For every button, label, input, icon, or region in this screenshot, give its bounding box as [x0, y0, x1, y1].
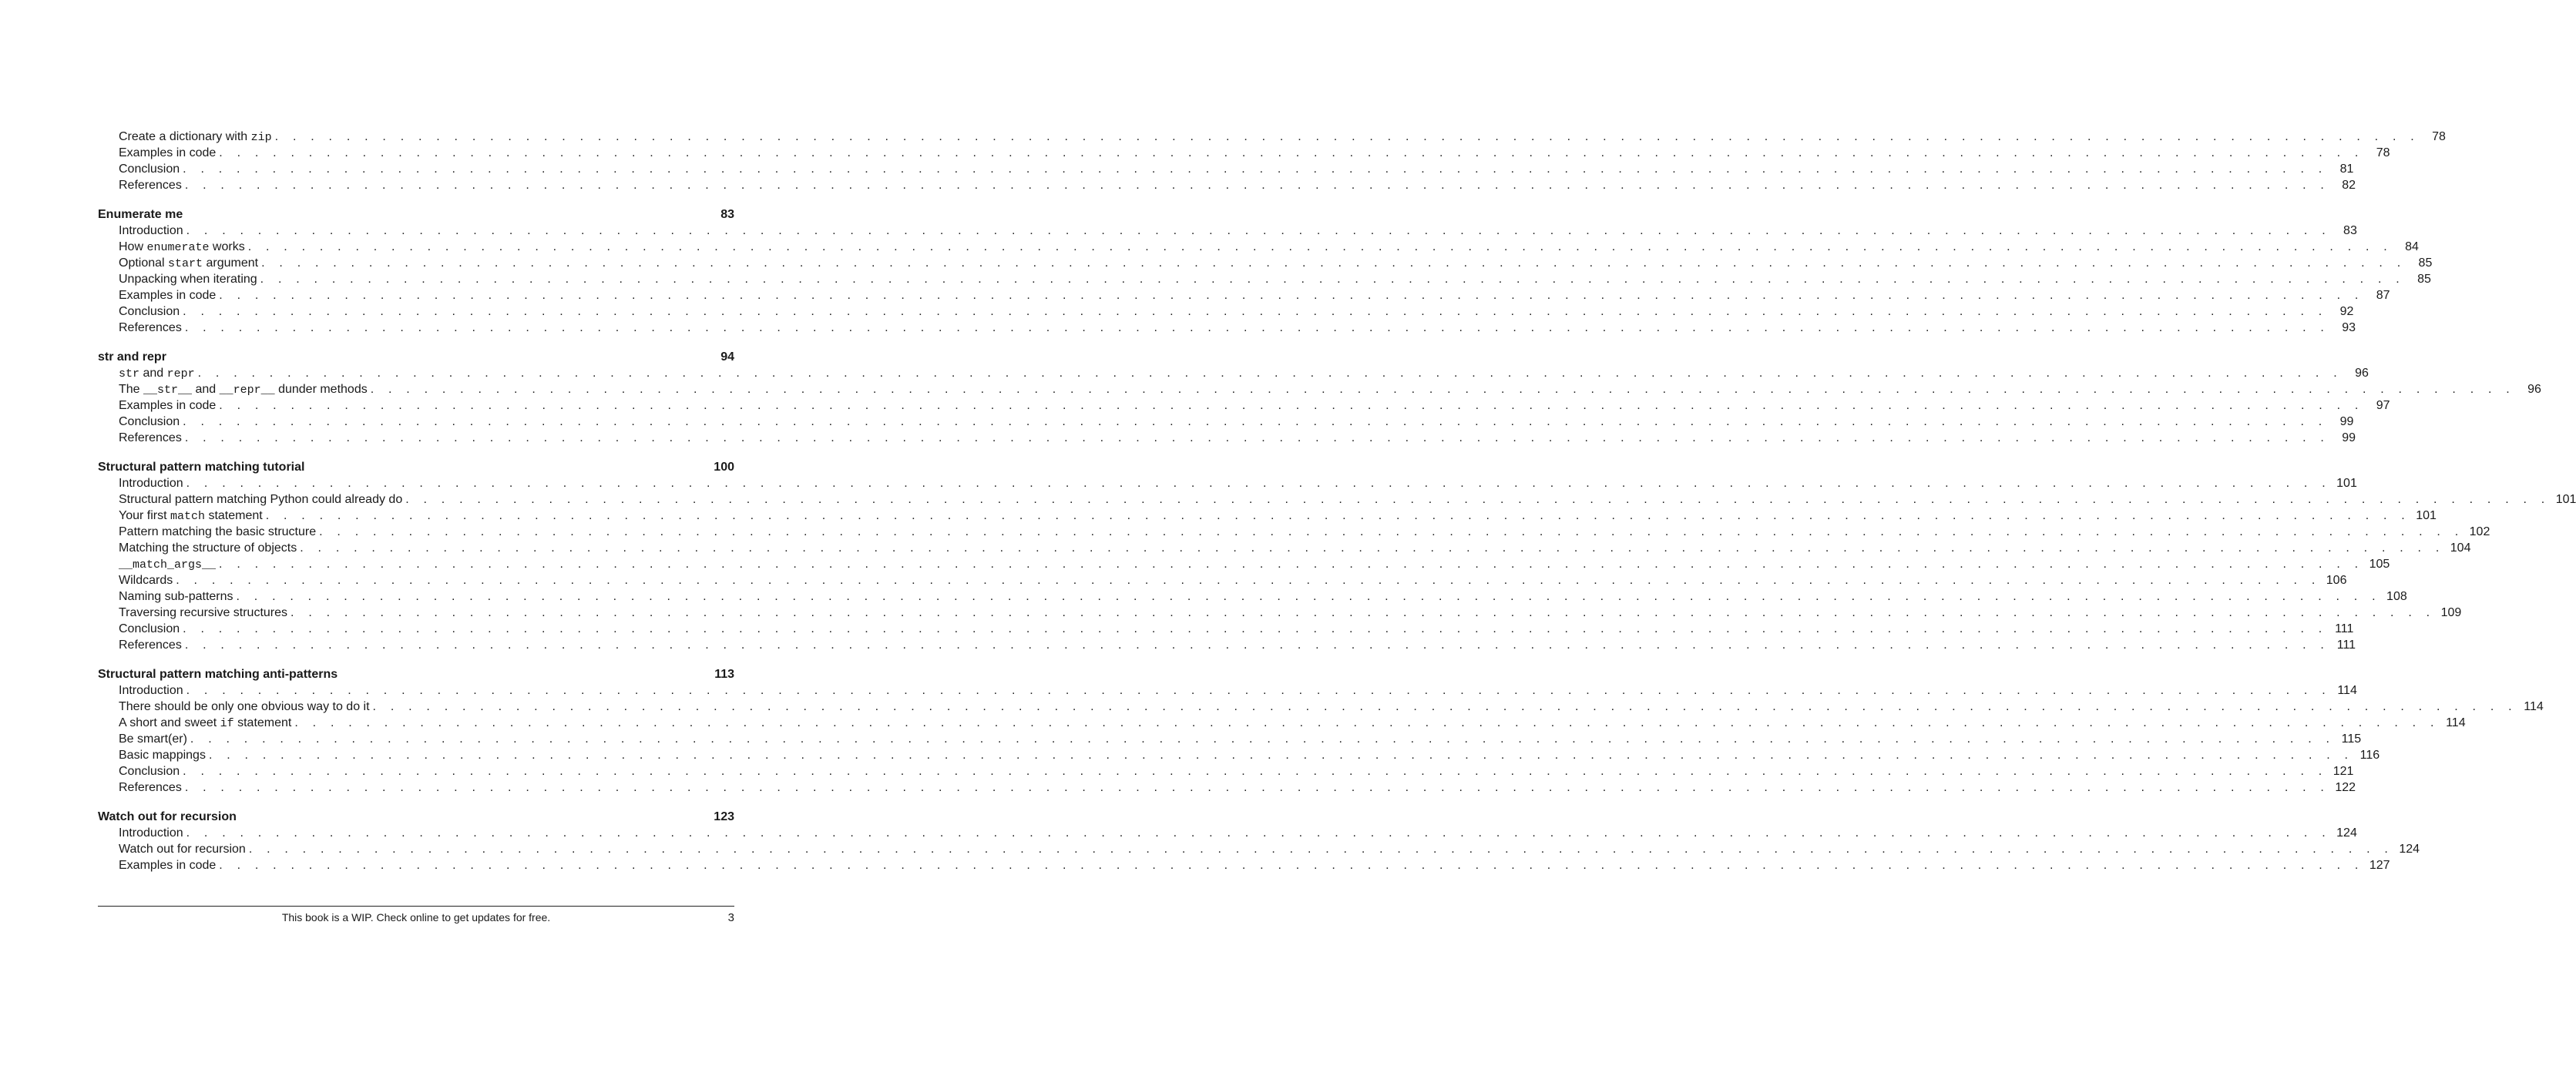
dot-leader: . . . . . . . . . . . . . . . . . . . . . . . . . . . . . . . . . . . . . . . . . . . . . . . . . . . . . . . . . . . . . . . . . . . . . . . . . . . . . . . . . . . . . . . . . . . . . . . . . . . . . . . . . . . . . . . . . . . . . . . .: [183, 622, 2328, 635]
dot-leader: . . . . . . . . . . . . . . . . . . . . . . . . . . . . . . . . . . . . . . . . . . . . . . . . . . . . . . . . . . . . . . . . . . . . . . . . . . . . . . . . . . . . . . . . . . . . . . . . . . . . . . . . . . . . . . . . . . . . . . . .: [183, 765, 2328, 778]
toc-entry[interactable]: [98, 857, 2390, 873]
toc-entry-title: [119, 129, 275, 146]
toc-entry-title: [119, 365, 198, 382]
toc-entry-page: 108: [2386, 590, 2407, 603]
toc-entry-title: [119, 320, 185, 336]
toc-entry-page: 111: [2335, 622, 2354, 635]
toc-entry-title: [119, 430, 185, 446]
toc-entry-title: [119, 524, 319, 540]
toc-entry-title: [119, 637, 185, 653]
text-fragment: Your first: [119, 509, 170, 522]
toc-entry-page: 96: [2355, 367, 2369, 380]
toc-entry-page: 84: [2405, 240, 2419, 253]
toc-entry[interactable]: [98, 747, 2380, 763]
text-fragment: Wildcards: [119, 574, 173, 587]
toc-entry-title: [119, 825, 186, 841]
text-fragment: References: [119, 321, 182, 334]
text-fragment: References: [119, 639, 182, 652]
dot-leader: . . . . . . . . . . . . . . . . . . . . . . . . . . . . . . . . . . . . . . . . . . . . . . . . . . . . . . . . . . . . . . . . . . . . . . . . . . . . . . . . . . . . . . . . . . . . . . . . . . . . . . . . . . . . . . . . . . . . . . . .: [291, 606, 2436, 619]
code-fragment: enumerate: [146, 241, 210, 254]
toc-entry[interactable]: [98, 524, 2490, 540]
toc-section: [98, 809, 2420, 873]
dot-leader: . . . . . . . . . . . . . . . . . . . . . . . . . . . . . . . . . . . . . . . . . . . . . . . . . . . . . . . . . . . . . . . . . . . . . . . . . . . . . . . . . . . . . . . . . . . . . . . . . . . . . . . . . . . . . . . . . . . . . . . .: [248, 843, 2394, 856]
toc-entry-title: [119, 271, 260, 287]
text-fragment: Conclusion: [119, 765, 180, 778]
toc-entry[interactable]: [98, 255, 2433, 271]
toc-entry-page: 127: [2369, 859, 2390, 872]
toc-entry[interactable]: [98, 239, 2419, 255]
dot-leader: . . . . . . . . . . . . . . . . . . . . . . . . . . . . . . . . . . . . . . . . . . . . . . . . . . . . . . . . . . . . . . . . . . . . . . . . . . . . . . . . . . . . . . . . . . . . . . . . . . . . . . . . . . . . . . . . . . . . . . . .: [219, 558, 2364, 571]
toc-entry-title: [119, 145, 219, 161]
text-fragment: works: [209, 240, 245, 253]
toc-entry[interactable]: [98, 637, 2356, 653]
toc-entry-title: [119, 381, 371, 398]
text-fragment: Examples in code: [119, 289, 217, 302]
table-of-contents: [98, 129, 2576, 887]
toc-entry[interactable]: [98, 779, 2356, 796]
text-fragment: Pattern matching the basic structure: [119, 525, 317, 538]
toc-entry[interactable]: [98, 303, 2354, 320]
text-fragment: Watch out for recursion: [119, 843, 246, 856]
code-fragment: __repr__: [219, 384, 275, 397]
text-fragment: Matching the structure of objects: [119, 541, 297, 555]
code-fragment: str: [119, 367, 140, 380]
dot-leader: . . . . . . . . . . . . . . . . . . . . . . . . . . . . . . . . . . . . . . . . . . . . . . . . . . . . . . . . . . . . . . . . . . . . . . . . . . . . . . . . . . . . . . . . . . . . . . . . . . . . . . . . . . . . . . . . . . . . . . . .: [183, 163, 2328, 176]
dot-leader: . . . . . . . . . . . . . . . . . . . . . . . . . . . . . . . . . . . . . . . . . . . . . . . . . . . . . . . . . . . . . . . . . . . . . . . . . . . . . . . . . . . . . . . . . . . . . . . . . . . . . . . . . . . . . . . . . . . . . . . .: [260, 273, 2405, 286]
text-fragment: Introduction: [119, 224, 183, 237]
toc-entry-page: 102: [2469, 525, 2490, 538]
chapter-title: str and repr: [98, 350, 166, 364]
code-fragment: repr: [166, 367, 195, 380]
toc-entry-page: 83: [2343, 224, 2357, 237]
dot-leader: . . . . . . . . . . . . . . . . . . . . . . . . . . . . . . . . . . . . . . . . . . . . . . . . . . . . . . . . . . . . . . . . . . . . . . . . . . . . . . . . . . . . . . . . . . . . . . . . . . . . . . . . . . . . . . . . . . . . . . . .: [261, 256, 2406, 270]
text-fragment: statement: [205, 509, 263, 522]
text-fragment: Examples in code: [119, 859, 217, 872]
dot-leader: . . . . . . . . . . . . . . . . . . . . . . . . . . . . . . . . . . . . . . . . . . . . . . . . . . . . . . . . . . . . . . . . . . . . . . . . . . . . . . . . . . . . . . . . . . . . . . . . . . . . . . . . . . . . . . . . . . . . . . . .: [300, 541, 2445, 555]
toc-entry-page: 111: [2336, 639, 2356, 652]
toc-entry-title: [119, 715, 294, 732]
toc-entry[interactable]: [98, 287, 2390, 303]
toc-entry-page: 106: [2326, 574, 2347, 587]
toc-entry-page: 99: [2342, 431, 2356, 444]
toc-entry[interactable]: [98, 699, 2544, 715]
text-fragment: Basic mappings: [119, 749, 206, 762]
toc-entry-page: 124: [2336, 826, 2357, 840]
toc-entry-page: 109: [2440, 606, 2462, 619]
dot-leader: . . . . . . . . . . . . . . . . . . . . . . . . . . . . . . . . . . . . . . . . . . . . . . . . . . . . . . . . . . . . . . . . . . . . . . . . . . . . . . . . . . . . . . . . . . . . . . . . . . . . . . . . . . . . . . . . . . . . . . . .: [186, 826, 2331, 840]
toc-entry-title: [119, 763, 183, 779]
toc-entry[interactable]: [98, 540, 2471, 556]
toc-entry-page: 116: [2359, 749, 2380, 762]
dot-leader: . . . . . . . . . . . . . . . . . . . . . . . . . . . . . . . . . . . . . . . . . . . . . . . . . . . . . . . . . . . . . . . . . . . . . . . . . . . . . . . . . . . . . . . . . . . . . . . . . . . . . . . . . . . . . . . . . . . . . . . .: [319, 525, 2464, 538]
text-fragment: argument: [203, 256, 259, 270]
dot-leader: . . . . . . . . . . . . . . . . . . . . . . . . . . . . . . . . . . . . . . . . . . . . . . . . . . . . . . . . . . . . . . . . . . . . . . . . . . . . . . . . . . . . . . . . . . . . . . . . . . . . . . . . . . . . . . . . . . . . . . . .: [294, 716, 2440, 729]
toc-entry[interactable]: [98, 763, 2354, 779]
toc-entry-page: 101: [2336, 477, 2357, 490]
code-fragment: match: [170, 510, 206, 523]
toc-entry[interactable]: [98, 682, 2357, 699]
toc-entry-title: [119, 475, 186, 491]
dot-leader: . . . . . . . . . . . . . . . . . . . . . . . . . . . . . . . . . . . . . . . . . . . . . . . . . . . . . . . . . . . . . . . . . . . . . . . . . . . . . . . . . . . . . . . . . . . . . . . . . . . . . . . . . . . . . . . . . . . . . . . .: [370, 383, 2515, 396]
toc-entry-title: [119, 223, 186, 239]
dot-leader: . . . . . . . . . . . . . . . . . . . . . . . . . . . . . . . . . . . . . . . . . . . . . . . . . . . . . . . . . . . . . . . . . . . . . . . . . . . . . . . . . . . . . . . . . . . . . . . . . . . . . . . . . . . . . . . . . . . . . . . .: [186, 684, 2331, 697]
toc-entry-page: 121: [2333, 765, 2354, 778]
text-fragment: Naming sub-patterns: [119, 590, 233, 603]
toc-entry[interactable]: [98, 129, 2446, 145]
chapter-title: Enumerate me: [98, 208, 183, 221]
dot-leader: . . . . . . . . . . . . . . . . . . . . . . . . . . . . . . . . . . . . . . . . . . . . . . . . . . . . . . . . . . . . . . . . . . . . . . . . . . . . . . . . . . . . . . . . . . . . . . . . . . . . . . . . . . . . . . . . . . . . . . . .: [184, 179, 2330, 192]
toc-entry[interactable]: [98, 491, 2576, 508]
text-fragment: There should be only one obvious way to do it: [119, 700, 370, 713]
toc-entry-title: [119, 605, 291, 621]
chapter-page: 113: [714, 668, 734, 681]
text-fragment: References: [119, 431, 182, 444]
text-fragment: Traversing recursive structures: [119, 606, 288, 619]
text-fragment: Conclusion: [119, 305, 180, 318]
toc-section: [98, 459, 2576, 653]
toc-entry-title: [119, 287, 219, 303]
toc-entry-title: [119, 621, 183, 637]
toc-entry[interactable]: [98, 414, 2354, 430]
toc-entry[interactable]: [98, 161, 2354, 177]
toc-section: [98, 349, 2541, 446]
dot-leader: . . . . . . . . . . . . . . . . . . . . . . . . . . . . . . . . . . . . . . . . . . . . . . . . . . . . . . . . . . . . . . . . . . . . . . . . . . . . . . . . . . . . . . . . . . . . . . . . . . . . . . . . . . . . . . . . . . . . . . . .: [186, 477, 2331, 490]
toc-entry-title: [119, 572, 176, 588]
text-fragment: Conclusion: [119, 163, 180, 176]
dot-leader: . . . . . . . . . . . . . . . . . . . . . . . . . . . . . . . . . . . . . . . . . . . . . . . . . . . . . . . . . . . . . . . . . . . . . . . . . . . . . . . . . . . . . . . . . . . . . . . . . . . . . . . . . . . . . . . . . . . . . . . .: [183, 415, 2328, 428]
dot-leader: . . . . . . . . . . . . . . . . . . . . . . . . . . . . . . . . . . . . . . . . . . . . . . . . . . . . . . . . . . . . . . . . . . . . . . . . . . . . . . . . . . . . . . . . . . . . . . . . . . . . . . . . . . . . . . . . . . . . . . . .: [184, 639, 2330, 652]
toc-entry-title: [119, 682, 186, 699]
toc-entry-page: 97: [2376, 399, 2390, 412]
toc-entry-title: [119, 177, 185, 193]
toc-entry[interactable]: [98, 621, 2354, 637]
toc-entry-page: 104: [2450, 541, 2471, 555]
toc-entry-page: 87: [2376, 289, 2390, 302]
toc-entry[interactable]: [98, 430, 2356, 446]
chapter-page: 123: [714, 810, 734, 823]
dot-leader: . . . . . . . . . . . . . . . . . . . . . . . . . . . . . . . . . . . . . . . . . . . . . . . . . . . . . . . . . . . . . . . . . . . . . . . . . . . . . . . . . . . . . . . . . . . . . . . . . . . . . . . . . . . . . . . . . . . . . . . .: [219, 399, 2364, 412]
page-number: 3: [727, 911, 734, 924]
toc-entry-title: [119, 699, 373, 715]
toc-section: [98, 206, 2433, 336]
chapter-heading[interactable]: [98, 349, 734, 365]
dot-leader: . . . . . . . . . . . . . . . . . . . . . . . . . . . . . . . . . . . . . . . . . . . . . . . . . . . . . . . . . . . . . . . . . . . . . . . . . . . . . . . . . . . . . . . . . . . . . . . . . . . . . . . . . . . . . . . . . . . . . . . .: [184, 321, 2330, 334]
text-fragment: Be smart(er): [119, 732, 187, 746]
toc-section-continued: [98, 129, 2446, 193]
toc-entry-page: 99: [2339, 415, 2354, 428]
chapter-title: Structural pattern matching tutorial: [98, 461, 305, 474]
footer-divider: [98, 906, 734, 907]
toc-entry-title: [119, 239, 248, 256]
text-fragment: and: [139, 367, 167, 380]
toc-entry-page: 93: [2342, 321, 2356, 334]
text-fragment: References: [119, 781, 182, 794]
dot-leader: . . . . . . . . . . . . . . . . . . . . . . . . . . . . . . . . . . . . . . . . . . . . . . . . . . . . . . . . . . . . . . . . . . . . . . . . . . . . . . . . . . . . . . . . . . . . . . . . . . . . . . . . . . . . . . . . . . . . . . . .: [176, 574, 2321, 587]
toc-entry-page: 81: [2339, 163, 2354, 176]
toc-entry-page: 105: [2369, 558, 2390, 571]
dot-leader: . . . . . . . . . . . . . . . . . . . . . . . . . . . . . . . . . . . . . . . . . . . . . . . . . . . . . . . . . . . . . . . . . . . . . . . . . . . . . . . . . . . . . . . . . . . . . . . . . . . . . . . . . . . . . . . . . . . . . . . .: [186, 224, 2331, 237]
toc-entry-title: [119, 857, 219, 873]
toc-entry-title: [119, 161, 183, 177]
toc-entry[interactable]: [98, 223, 2357, 239]
chapter-title: Watch out for recursion: [98, 810, 237, 823]
toc-entry[interactable]: [98, 508, 2437, 524]
toc-entry-page: 101: [2555, 493, 2576, 506]
text-fragment: Introduction: [119, 826, 183, 840]
dot-leader: . . . . . . . . . . . . . . . . . . . . . . . . . . . . . . . . . . . . . . . . . . . . . . . . . . . . . . . . . . . . . . . . . . . . . . . . . . . . . . . . . . . . . . . . . . . . . . . . . . . . . . . . . . . . . . . . . . . . . . . .: [183, 305, 2328, 318]
toc-entry-page: 85: [2418, 256, 2433, 270]
toc-entry[interactable]: [98, 365, 2369, 381]
code-fragment: __str__: [143, 384, 193, 397]
toc-entry[interactable]: [98, 588, 2407, 605]
text-fragment: Structural pattern matching Python could already do: [119, 493, 403, 506]
toc-entry[interactable]: [98, 605, 2462, 621]
toc-entry-title: [119, 255, 261, 272]
toc-entry[interactable]: [98, 145, 2390, 161]
text-fragment: Conclusion: [119, 622, 180, 635]
dot-leader: . . . . . . . . . . . . . . . . . . . . . . . . . . . . . . . . . . . . . . . . . . . . . . . . . . . . . . . . . . . . . . . . . . . . . . . . . . . . . . . . . . . . . . . . . . . . . . . . . . . . . . . . . . . . . . . . . . . . . . . .: [274, 130, 2420, 143]
toc-entry-page: 82: [2342, 179, 2356, 192]
toc-entry-page: 114: [2524, 700, 2544, 713]
dot-leader: . . . . . . . . . . . . . . . . . . . . . . . . . . . . . . . . . . . . . . . . . . . . . . . . . . . . . . . . . . . . . . . . . . . . . . . . . . . . . . . . . . . . . . . . . . . . . . . . . . . . . . . . . . . . . . . . . . . . . . . .: [208, 749, 2354, 762]
text-fragment: Create a dictionary with: [119, 130, 251, 143]
toc-entry-title: [119, 414, 183, 430]
text-fragment: dunder methods: [274, 383, 368, 396]
toc-entry-page: 85: [2417, 273, 2431, 286]
dot-leader: . . . . . . . . . . . . . . . . . . . . . . . . . . . . . . . . . . . . . . . . . . . . . . . . . . . . . . . . . . . . . . . . . . . . . . . . . . . . . . . . . . . . . . . . . . . . . . . . . . . . . . . . . . . . . . . . . . . . . . . .: [372, 700, 2517, 713]
toc-entry[interactable]: [98, 397, 2390, 414]
text-fragment: Examples in code: [119, 146, 217, 159]
text-fragment: The: [119, 383, 144, 396]
toc-entry[interactable]: [98, 381, 2541, 397]
dot-leader: . . . . . . . . . . . . . . . . . . . . . . . . . . . . . . . . . . . . . . . . . . . . . . . . . . . . . . . . . . . . . . . . . . . . . . . . . . . . . . . . . . . . . . . . . . . . . . . . . . . . . . . . . . . . . . . . . . . . . . . .: [219, 146, 2364, 159]
toc-entry-title: [119, 747, 209, 763]
toc-entry-title: [119, 303, 183, 320]
toc-entry-page: 96: [2527, 383, 2541, 396]
toc-entry-page: 78: [2432, 130, 2446, 143]
toc-entry[interactable]: [98, 715, 2466, 731]
toc-entry-page: 114: [2337, 684, 2357, 697]
text-fragment: Introduction: [119, 684, 183, 697]
chapter-heading[interactable]: [98, 666, 734, 682]
toc-entry[interactable]: [98, 556, 2390, 572]
text-fragment: A short and sweet: [119, 716, 220, 729]
text-fragment: statement: [233, 716, 292, 729]
toc-entry-page: 101: [2416, 509, 2437, 522]
dot-leader: . . . . . . . . . . . . . . . . . . . . . . . . . . . . . . . . . . . . . . . . . . . . . . . . . . . . . . . . . . . . . . . . . . . . . . . . . . . . . . . . . . . . . . . . . . . . . . . . . . . . . . . . . . . . . . . . . . . . . . . .: [190, 732, 2336, 746]
toc-entry[interactable]: [98, 475, 2357, 491]
code-fragment: if: [220, 717, 234, 730]
text-fragment: Unpacking when iterating: [119, 273, 257, 286]
dot-leader: . . . . . . . . . . . . . . . . . . . . . . . . . . . . . . . . . . . . . . . . . . . . . . . . . . . . . . . . . . . . . . . . . . . . . . . . . . . . . . . . . . . . . . . . . . . . . . . . . . . . . . . . . . . . . . . . . . . . . . . .: [265, 509, 2410, 522]
toc-entry-title: [119, 588, 237, 605]
dot-leader: . . . . . . . . . . . . . . . . . . . . . . . . . . . . . . . . . . . . . . . . . . . . . . . . . . . . . . . . . . . . . . . . . . . . . . . . . . . . . . . . . . . . . . . . . . . . . . . . . . . . . . . . . . . . . . . . . . . . . . . .: [219, 859, 2364, 872]
toc-section: [98, 666, 2544, 796]
toc-entry-title: [119, 540, 300, 556]
code-fragment: start: [168, 257, 203, 270]
toc-entry-title: [119, 397, 219, 414]
toc-entry[interactable]: [98, 271, 2431, 287]
text-fragment: References: [119, 179, 182, 192]
toc-entry-title: [119, 841, 249, 857]
toc-entry-title: [119, 508, 266, 525]
dot-leader: . . . . . . . . . . . . . . . . . . . . . . . . . . . . . . . . . . . . . . . . . . . . . . . . . . . . . . . . . . . . . . . . . . . . . . . . . . . . . . . . . . . . . . . . . . . . . . . . . . . . . . . . . . . . . . . . . . . . . . . .: [236, 590, 2381, 603]
toc-entry-page: 124: [2399, 843, 2420, 856]
dot-leader: . . . . . . . . . . . . . . . . . . . . . . . . . . . . . . . . . . . . . . . . . . . . . . . . . . . . . . . . . . . . . . . . . . . . . . . . . . . . . . . . . . . . . . . . . . . . . . . . . . . . . . . . . . . . . . . . . . . . . . . .: [219, 289, 2364, 302]
chapter-heading[interactable]: [98, 459, 734, 475]
text-fragment: How: [119, 240, 147, 253]
toc-entry[interactable]: [98, 731, 2362, 747]
toc-entry[interactable]: [98, 177, 2356, 193]
chapter-heading[interactable]: [98, 809, 734, 825]
toc-entry[interactable]: [98, 841, 2420, 857]
text-fragment: Examples in code: [119, 399, 217, 412]
dot-leader: . . . . . . . . . . . . . . . . . . . . . . . . . . . . . . . . . . . . . . . . . . . . . . . . . . . . . . . . . . . . . . . . . . . . . . . . . . . . . . . . . . . . . . . . . . . . . . . . . . . . . . . . . . . . . . . . . . . . . . . .: [197, 367, 2343, 380]
toc-entry-page: 122: [2335, 781, 2356, 794]
toc-entry[interactable]: [98, 320, 2356, 336]
toc-entry-page: 78: [2376, 146, 2390, 159]
toc-entry-title: [119, 731, 190, 747]
toc-entry-page: 92: [2339, 305, 2354, 318]
footer-text: This book is a WIP. Check online to get updates for free.: [281, 911, 551, 923]
chapter-page: 83: [720, 208, 734, 221]
dot-leader: . . . . . . . . . . . . . . . . . . . . . . . . . . . . . . . . . . . . . . . . . . . . . . . . . . . . . . . . . . . . . . . . . . . . . . . . . . . . . . . . . . . . . . . . . . . . . . . . . . . . . . . . . . . . . . . . . . . . . . . .: [184, 431, 2330, 444]
code-fragment: zip: [250, 131, 272, 144]
chapter-heading[interactable]: [98, 206, 734, 223]
text-fragment: Optional: [119, 256, 169, 270]
code-fragment: __match_args__: [119, 558, 217, 572]
dot-leader: . . . . . . . . . . . . . . . . . . . . . . . . . . . . . . . . . . . . . . . . . . . . . . . . . . . . . . . . . . . . . . . . . . . . . . . . . . . . . . . . . . . . . . . . . . . . . . . . . . . . . . . . . . . . . . . . . . . . . . . .: [184, 781, 2330, 794]
chapter-page: 94: [720, 350, 734, 364]
toc-entry[interactable]: [98, 825, 2357, 841]
chapter-page: 100: [714, 461, 734, 474]
text-fragment: Introduction: [119, 477, 183, 490]
dot-leader: . . . . . . . . . . . . . . . . . . . . . . . . . . . . . . . . . . . . . . . . . . . . . . . . . . . . . . . . . . . . . . . . . . . . . . . . . . . . . . . . . . . . . . . . . . . . . . . . . . . . . . . . . . . . . . . . . . . . . . . .: [247, 240, 2393, 253]
toc-entry-title: [119, 556, 219, 573]
dot-leader: . . . . . . . . . . . . . . . . . . . . . . . . . . . . . . . . . . . . . . . . . . . . . . . . . . . . . . . . . . . . . . . . . . . . . . . . . . . . . . . . . . . . . . . . . . . . . . . . . . . . . . . . . . . . . . . . . . . . . . . .: [405, 493, 2551, 506]
toc-entry-page: 114: [2446, 716, 2466, 729]
text-fragment: Conclusion: [119, 415, 180, 428]
toc-entry-page: 115: [2341, 732, 2362, 746]
toc-entry-title: [119, 491, 405, 508]
toc-entry-title: [119, 779, 185, 796]
toc-entry[interactable]: [98, 572, 2347, 588]
chapter-title: Structural pattern matching anti-patterns: [98, 668, 338, 681]
text-fragment: and: [192, 383, 220, 396]
